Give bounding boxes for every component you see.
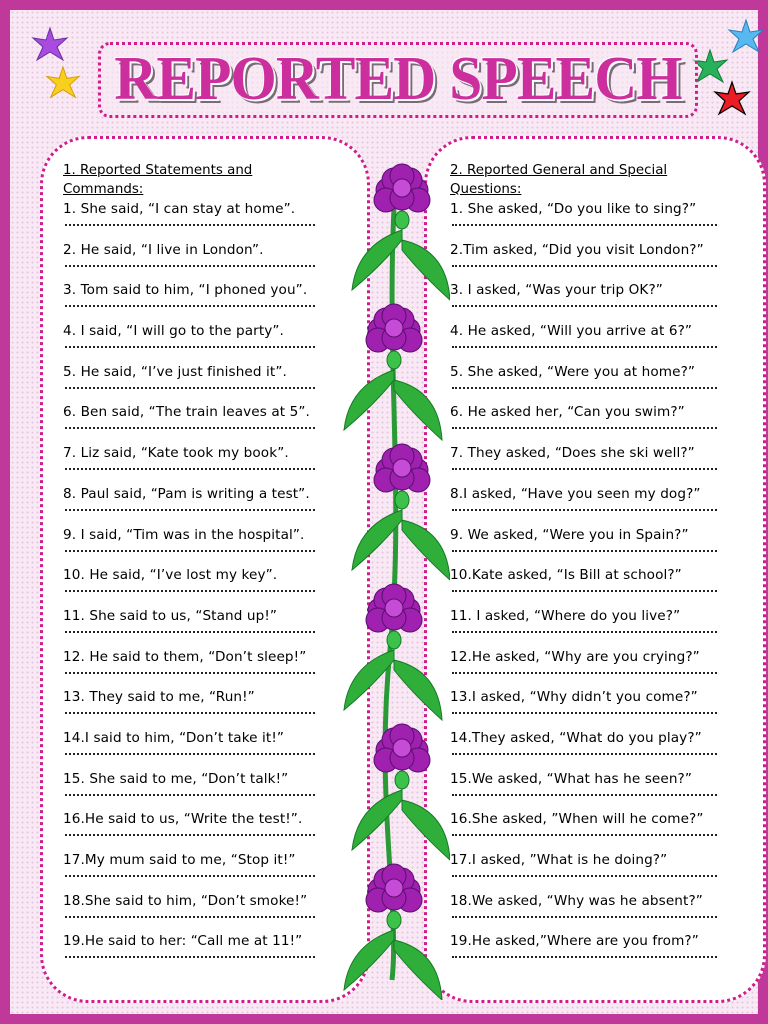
- answer-line[interactable]: [65, 873, 315, 877]
- exercise-item: [63, 566, 310, 607]
- exercise-item: [63, 526, 310, 567]
- section-heading-questions: 2. Reported General and Special Questions:: [450, 163, 668, 197]
- exercise-prompt: 10. He said, “I’ve lost my key”.: [63, 567, 278, 584]
- exercise-prompt: 4. I said, “I will go to the party”.: [63, 323, 284, 340]
- exercise-prompt: 8. Paul said, “Pam is writing a test”.: [63, 485, 310, 502]
- exercise-item: [63, 241, 310, 282]
- exercise-item: [63, 403, 310, 444]
- answer-line[interactable]: [65, 629, 315, 633]
- exercise-item: [63, 932, 310, 973]
- questions-panel: [424, 136, 766, 1003]
- answer-line[interactable]: [65, 588, 315, 592]
- exercise-item: [450, 485, 704, 526]
- answer-line[interactable]: [65, 303, 315, 307]
- exercise-prompt: 3. Tom said to him, “I phoned you”.: [63, 282, 308, 299]
- exercise-item: [450, 241, 704, 282]
- exercise-prompt: 17.I asked, ”What is he doing?”: [450, 852, 668, 868]
- answer-line[interactable]: [65, 344, 315, 348]
- exercise-item: [450, 932, 704, 973]
- answer-line[interactable]: [452, 914, 717, 918]
- exercise-item: [63, 729, 310, 770]
- exercise-prompt: 8.I asked, “Have you seen my dog?”: [450, 485, 701, 502]
- exercise-prompt: 12. He said to them, “Don’t sleep!”: [63, 648, 307, 665]
- answer-line[interactable]: [65, 670, 315, 674]
- answer-line[interactable]: [65, 954, 315, 958]
- section-heading-statements: 1. Reported Statements and Commands:: [63, 163, 253, 197]
- answer-line[interactable]: [452, 670, 717, 674]
- exercise-prompt: 1. She asked, “Do you like to sing?”: [450, 201, 697, 217]
- exercise-item: [63, 851, 310, 892]
- exercise-item: [63, 892, 310, 933]
- exercise-prompt: 16.He said to us, “Write the test!”.: [63, 811, 303, 828]
- exercise-item: [450, 770, 704, 811]
- exercise-item: [450, 281, 704, 322]
- exercise-item: [63, 363, 310, 404]
- answer-line[interactable]: [65, 914, 315, 918]
- exercise-prompt: 19.He asked,”Where are you from?”: [450, 933, 699, 950]
- answer-line[interactable]: [452, 588, 717, 592]
- exercise-item: [63, 688, 310, 729]
- answer-line[interactable]: [65, 751, 315, 755]
- answer-line[interactable]: [452, 303, 717, 307]
- exercise-item: [450, 200, 704, 241]
- exercise-item: [450, 892, 704, 933]
- exercise-item: [63, 648, 310, 689]
- yellow-star-icon: [44, 65, 82, 103]
- answer-line[interactable]: [65, 792, 315, 796]
- exercise-prompt: 13. They said to me, “Run!”: [63, 689, 255, 706]
- answer-line[interactable]: [452, 792, 717, 796]
- exercise-prompt: 3. I asked, “Was your trip OK?”: [450, 282, 663, 299]
- exercise-item: [450, 729, 704, 770]
- statements-list: [63, 200, 310, 973]
- answer-line[interactable]: [65, 548, 315, 552]
- exercise-prompt: 6. Ben said, “The train leaves at 5”.: [63, 404, 310, 421]
- answer-line[interactable]: [65, 385, 315, 389]
- purple-star-icon: [30, 26, 70, 66]
- answer-line[interactable]: [452, 263, 717, 267]
- exercise-item: [63, 810, 310, 851]
- exercise-prompt: 7. They asked, “Does she ski well?”: [450, 445, 695, 462]
- exercise-prompt: 15. She said to me, “Don’t talk!”: [63, 770, 289, 787]
- exercise-item: [450, 810, 704, 851]
- exercise-prompt: 11. I asked, “Where do you live?”: [450, 607, 681, 624]
- answer-line[interactable]: [452, 425, 717, 429]
- exercise-item: [450, 403, 704, 444]
- exercise-prompt: 19.He said to her: “Call me at 11!”: [63, 933, 303, 950]
- exercise-item: [63, 281, 310, 322]
- exercise-prompt: 14.I said to him, “Don’t take it!”: [63, 729, 285, 746]
- answer-line[interactable]: [452, 548, 717, 552]
- answer-line[interactable]: [65, 263, 315, 267]
- exercise-prompt: 16.She asked, ”When will he come?”: [450, 811, 704, 828]
- exercise-item: [63, 200, 310, 241]
- exercise-item: [450, 648, 704, 689]
- exercise-prompt: 2. He said, “I live in London”.: [63, 241, 264, 258]
- exercise-prompt: 1. She said, “I can stay at home”.: [63, 201, 296, 217]
- exercise-prompt: 7. Liz said, “Kate took my book”.: [63, 445, 289, 462]
- exercise-item: [63, 322, 310, 363]
- answer-line[interactable]: [452, 222, 717, 226]
- answer-line[interactable]: [452, 954, 717, 958]
- exercise-prompt: 4. He asked, “Will you arrive at 6?”: [450, 323, 693, 340]
- exercise-item: [450, 363, 704, 404]
- answer-line[interactable]: [452, 832, 717, 836]
- exercise-prompt: 10.Kate asked, “Is Bill at school?”: [450, 567, 682, 584]
- answer-line[interactable]: [65, 832, 315, 836]
- exercise-prompt: 5. She asked, “Were you at home?”: [450, 363, 696, 380]
- blue-star-icon: [726, 18, 766, 58]
- answer-line[interactable]: [452, 710, 717, 714]
- flower-column-icon: [340, 150, 450, 1000]
- exercise-prompt: 5. He said, “I’ve just finished it”.: [63, 363, 287, 380]
- exercise-item: [450, 607, 704, 648]
- exercise-item: [63, 444, 310, 485]
- answer-line[interactable]: [65, 425, 315, 429]
- exercise-prompt: 11. She said to us, “Stand up!”: [63, 607, 278, 624]
- red-star-icon: [710, 80, 754, 120]
- exercise-item: [450, 322, 704, 363]
- answer-line[interactable]: [452, 507, 717, 511]
- exercise-item: [450, 566, 704, 607]
- exercise-prompt: 2.Tim asked, “Did you visit London?”: [450, 241, 704, 258]
- worksheet-page: [10, 10, 758, 1014]
- exercise-item: [450, 688, 704, 729]
- exercise-item: [63, 485, 310, 526]
- answer-line[interactable]: [65, 466, 315, 470]
- questions-list: [450, 200, 704, 973]
- exercise-item: [450, 851, 704, 892]
- answer-line[interactable]: [452, 751, 717, 755]
- exercise-prompt: 6. He asked her, “Can you swim?”: [450, 404, 685, 421]
- answer-line[interactable]: [65, 222, 315, 226]
- answer-line[interactable]: [65, 507, 315, 511]
- exercise-prompt: 9. We asked, “Were you in Spain?”: [450, 526, 689, 543]
- exercise-item: [450, 444, 704, 485]
- exercise-prompt: 9. I said, “Tim was in the hospital”.: [63, 526, 305, 543]
- answer-line[interactable]: [452, 344, 717, 348]
- statements-panel: [40, 136, 370, 1003]
- exercise-item: [450, 526, 704, 567]
- exercise-prompt: 18.She said to him, “Don’t smoke!”: [63, 892, 308, 909]
- title-frame: [98, 42, 698, 118]
- page-title: REPORTED SPEECH: [114, 45, 682, 113]
- answer-line[interactable]: [65, 710, 315, 714]
- exercise-prompt: 12.He asked, “Why are you crying?”: [450, 648, 700, 665]
- answer-line[interactable]: [452, 385, 717, 389]
- exercise-item: [63, 770, 310, 811]
- exercise-prompt: 13.I asked, “Why didn’t you come?”: [450, 689, 698, 706]
- exercise-prompt: 15.We asked, “What has he seen?”: [450, 770, 692, 787]
- exercise-prompt: 14.They asked, “What do you play?”: [450, 729, 702, 746]
- exercise-item: [63, 607, 310, 648]
- answer-line[interactable]: [452, 873, 717, 877]
- answer-line[interactable]: [452, 629, 717, 633]
- exercise-prompt: 17.My mum said to me, “Stop it!”: [63, 852, 296, 868]
- answer-line[interactable]: [452, 466, 717, 470]
- exercise-prompt: 18.We asked, “Why was he absent?”: [450, 892, 703, 909]
